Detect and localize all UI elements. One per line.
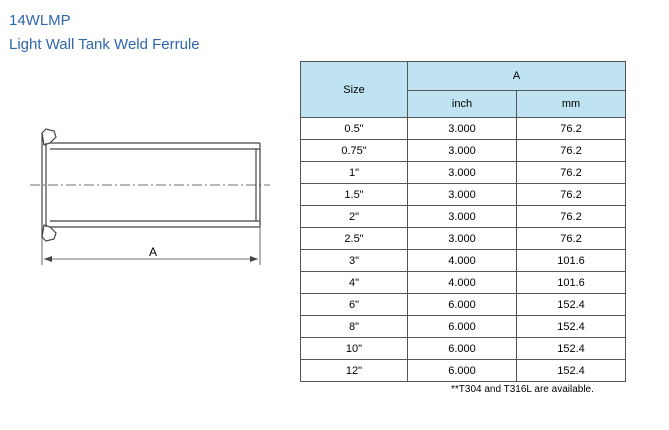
header-a: A [408,62,626,91]
cell-mm: 152.4 [517,294,626,316]
cell-size: 12" [301,360,408,382]
cell-mm: 152.4 [517,316,626,338]
cell-size: 1" [301,162,408,184]
product-name: Light Wall Tank Weld Ferrule [9,36,200,53]
table-row [301,294,626,316]
cell-mm: 152.4 [517,338,626,360]
table-row [301,272,626,294]
header-inch: inch [408,91,517,118]
product-code: 14WLMP [9,12,71,29]
cell-inch: 6.000 [408,316,517,338]
cell-inch: 3.000 [408,162,517,184]
cell-inch: 3.000 [408,140,517,162]
cell-size: 8" [301,316,408,338]
cell-inch: 3.000 [408,228,517,250]
cell-mm: 76.2 [517,118,626,140]
cell-inch: 3.000 [408,118,517,140]
cell-mm: 76.2 [517,140,626,162]
table-row [301,338,626,360]
cell-size: 3" [301,250,408,272]
cell-mm: 101.6 [517,250,626,272]
header-size: Size [301,62,408,118]
cell-mm: 152.4 [517,360,626,382]
table-row [301,360,626,382]
cell-mm: 76.2 [517,162,626,184]
cell-size: 2.5" [301,228,408,250]
table-row [301,250,626,272]
cell-inch: 6.000 [408,360,517,382]
cell-mm: 76.2 [517,228,626,250]
table-row [301,162,626,184]
cell-inch: 4.000 [408,250,517,272]
dimension-label: A [148,245,158,259]
ferrule-drawing [30,125,270,270]
header-mm: mm [517,91,626,118]
cell-inch: 6.000 [408,294,517,316]
table-row [301,118,626,140]
cell-size: 0.75" [301,140,408,162]
table-row [301,316,626,338]
cell-inch: 4.000 [408,272,517,294]
cell-inch: 3.000 [408,184,517,206]
table-row [301,140,626,162]
material-footnote: **T304 and T316L are available. [451,384,594,395]
dimension-table [300,61,626,382]
cell-size: 10" [301,338,408,360]
cell-size: 2" [301,206,408,228]
table-row [301,184,626,206]
cell-inch: 3.000 [408,206,517,228]
cell-mm: 101.6 [517,272,626,294]
table-row [301,206,626,228]
cell-size: 4" [301,272,408,294]
cell-size: 0.5" [301,118,408,140]
cell-mm: 76.2 [517,184,626,206]
cell-size: 1.5" [301,184,408,206]
table-row [301,228,626,250]
cell-size: 6" [301,294,408,316]
cell-inch: 6.000 [408,338,517,360]
cell-mm: 76.2 [517,206,626,228]
